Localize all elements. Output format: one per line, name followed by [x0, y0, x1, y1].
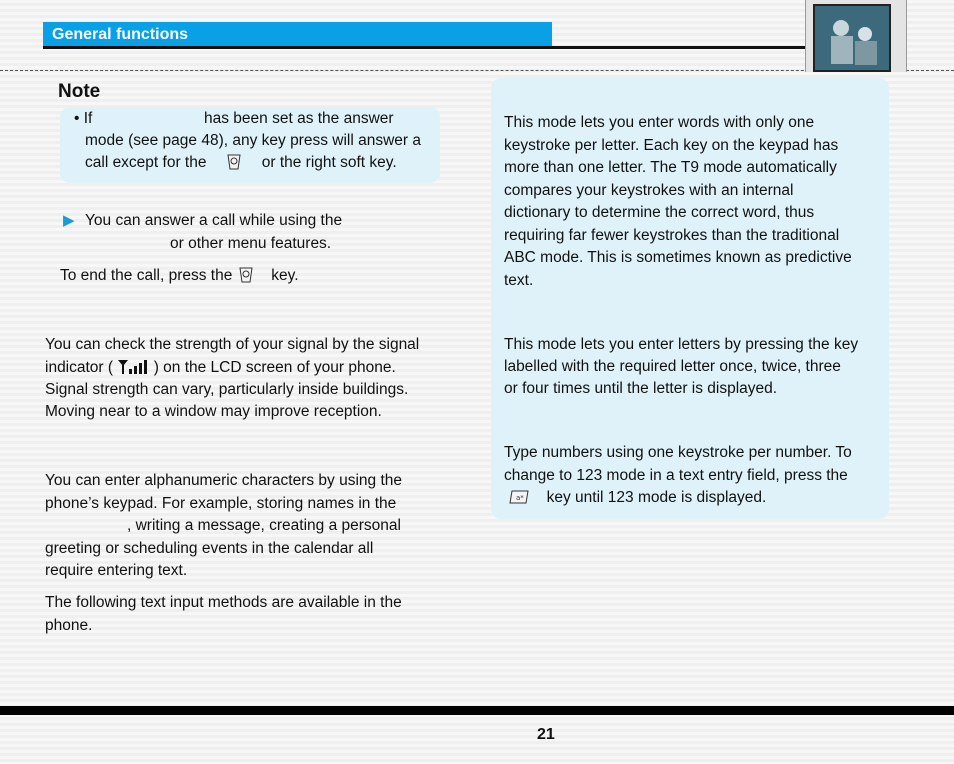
- page-number: 21: [537, 726, 555, 743]
- signal-line-4: Moving near to a window may improve reception.: [45, 403, 382, 420]
- star-key-icon: [508, 488, 530, 506]
- answer-call-line-2: or other menu features.: [170, 235, 332, 252]
- abc-line-3: or four times until the letter is displayed.: [504, 380, 778, 397]
- t9-line-1: This mode lets you enter words with only one: [504, 114, 815, 131]
- note-line-1: [74, 108, 92, 131]
- t9-line-3: more than one letter. The T9 mode automatically: [504, 159, 837, 176]
- t9-line-5: dictionary to determine the correct word, thus: [504, 204, 815, 221]
- signal-line-1: You can check the strength of your signal by the signal: [45, 336, 420, 353]
- footer-bar: [0, 706, 954, 715]
- note-line-2: mode (see page 48), any key press will answer a: [85, 132, 421, 149]
- note-line-1-suffix: has been set as the answer: [204, 110, 394, 127]
- text-entry-line-3: , writing a message, creating a personal: [127, 517, 401, 534]
- end-call-text: [60, 265, 299, 288]
- note-title: Note: [58, 81, 101, 102]
- text-entry-line-1: You can enter alphanumeric characters by using the: [45, 472, 403, 489]
- header-rule: [43, 46, 805, 49]
- signal-line-2: [45, 357, 396, 380]
- end-key-icon: [225, 153, 243, 171]
- num-line-1: Type numbers using one keystroke per number. To: [504, 444, 852, 461]
- abc-line-1: This mode lets you enter letters by pressing the key: [504, 336, 859, 353]
- signal-line-3: Signal strength can vary, particularly inside buildings.: [45, 381, 409, 398]
- end-call-suffix: key.: [271, 267, 299, 284]
- signal-line-2-suffix: ) on the LCD screen of your phone.: [153, 359, 396, 376]
- phone-screen-image: [813, 4, 891, 72]
- t9-line-7: ABC mode. This is sometimes known as predictive: [504, 249, 852, 266]
- note-line-3: [85, 152, 397, 175]
- text-methods-line-2: phone.: [45, 617, 93, 634]
- text-entry-line-2: phone’s keypad. For example, storing names in the: [45, 495, 397, 512]
- t9-line-8: text.: [504, 272, 534, 289]
- end-key-icon: [237, 266, 255, 284]
- num-line-3-text: key until 123 mode is displayed.: [546, 489, 767, 506]
- phone-photo-icon: [815, 6, 889, 70]
- note-line-1-prefix: If: [83, 110, 93, 127]
- num-line-2: change to 123 mode in a text entry field, press the: [504, 467, 848, 484]
- t9-line-4: compares your keystrokes with an internal: [504, 182, 794, 199]
- signal-line-2-prefix: indicator (: [45, 359, 114, 376]
- text-methods-line-1: The following text input methods are available in the: [45, 594, 402, 611]
- text-entry-line-4: greeting or scheduling events in the calendar all: [45, 540, 374, 557]
- t9-line-2: keystroke per letter. Each key on the keypad has: [504, 137, 839, 154]
- section-title: General functions: [52, 26, 189, 43]
- num-line-3: [508, 487, 766, 510]
- answer-call-line-1: You can answer a call while using the: [85, 212, 343, 229]
- svg-text:a*: a*: [516, 494, 524, 502]
- abc-line-2: labelled with the required letter once, twice, three: [504, 358, 841, 375]
- note-bullet: •: [74, 110, 80, 127]
- note-line-3-suffix: or the right soft key.: [261, 154, 397, 171]
- note-line-3-prefix: call except for the: [85, 154, 207, 171]
- end-call-prefix: To end the call, press the: [60, 267, 233, 284]
- text-entry-line-5: require entering text.: [45, 562, 188, 579]
- signal-strength-icon: [117, 358, 149, 374]
- t9-line-6: requiring far fewer keystrokes than the traditional: [504, 227, 840, 244]
- arrow-bullet-icon: ▶: [63, 212, 75, 229]
